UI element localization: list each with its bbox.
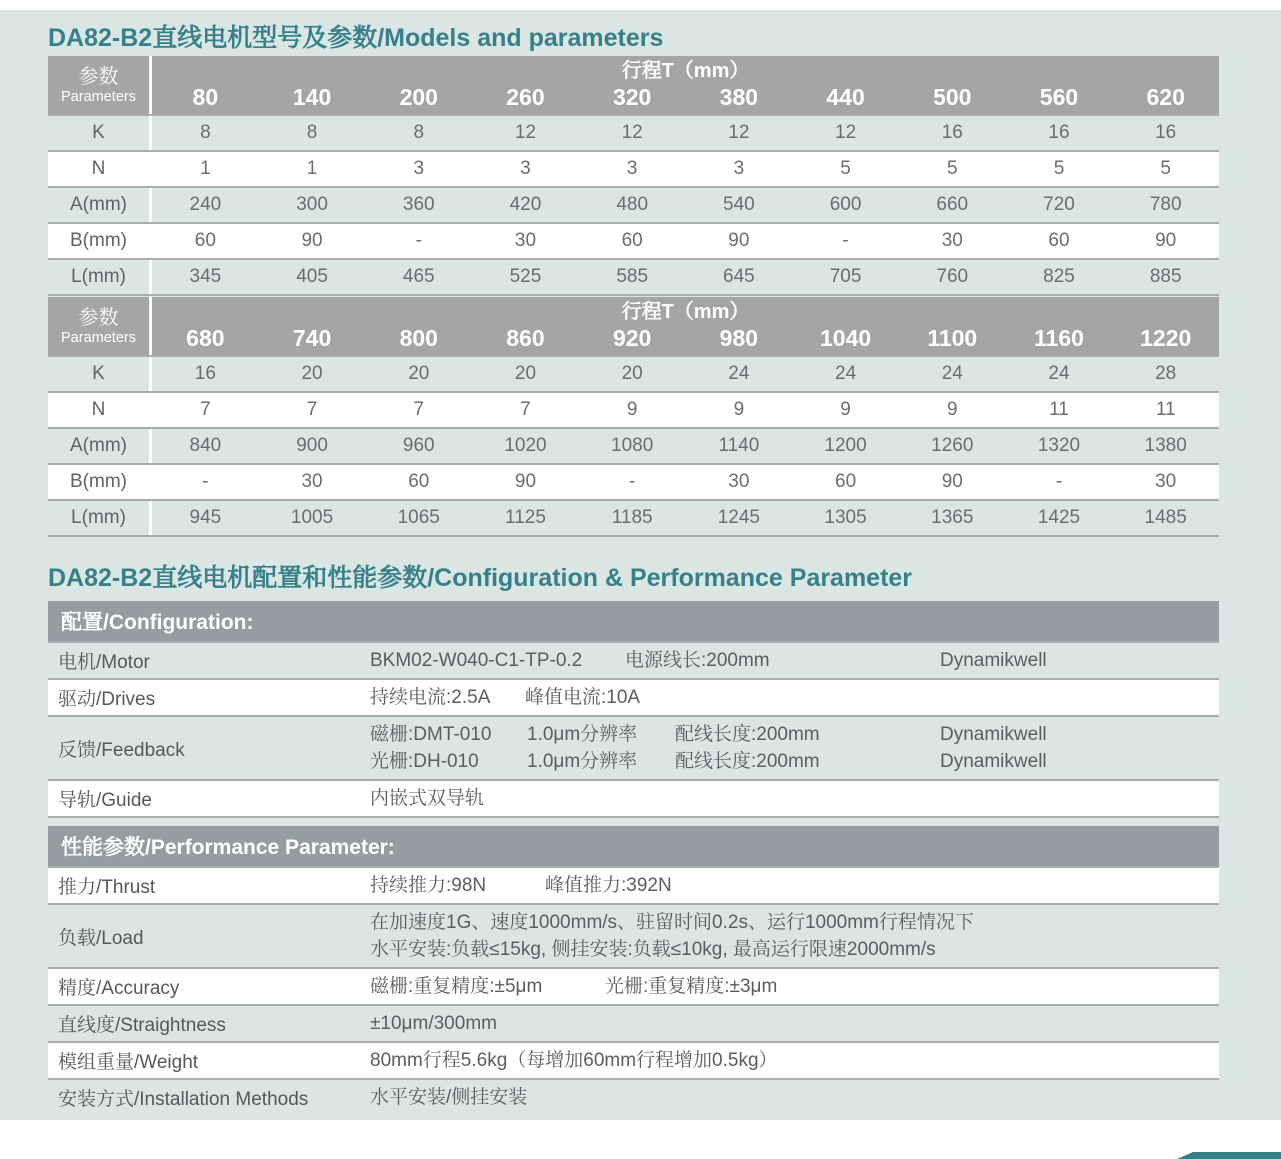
stroke-column-header: 800 — [399, 325, 438, 351]
stroke-column-header: 500 — [933, 84, 972, 110]
stroke-column-header: 860 — [506, 325, 545, 351]
config-value-segment: ±10μm/300mm — [370, 1013, 497, 1034]
param-value-cell: 3 — [626, 158, 638, 179]
group-header-bar: 性能参数/Performance Parameter: — [48, 826, 1219, 868]
config-row — [48, 717, 1219, 781]
param-value-cell: 1 — [306, 158, 318, 179]
param-value-cell: 5 — [840, 158, 851, 179]
config-value-segment: 持续推力:98N — [370, 875, 487, 896]
parameters-corner-cell — [48, 56, 149, 114]
param-value-cell: 8 — [413, 122, 425, 143]
corner-label-zh: 参数 — [78, 65, 119, 88]
param-value-cell: 1260 — [931, 435, 974, 456]
param-value-cell: 1 — [200, 158, 211, 179]
param-value-cell: 16 — [1048, 122, 1070, 143]
config-value-segment: 1.0μm分辨率 — [527, 751, 638, 772]
param-value-cell: 1305 — [824, 507, 867, 528]
param-value-cell: 9 — [840, 399, 851, 420]
stroke-column-header: 200 — [399, 84, 438, 110]
param-value-cell: 24 — [941, 363, 963, 384]
param-value-cell: 12 — [835, 122, 857, 143]
param-value-cell: 12 — [514, 122, 537, 143]
param-value-cell: 9 — [733, 399, 745, 420]
config-row-label: 反馈/Feedback — [58, 739, 185, 761]
param-row-label: L(mm) — [71, 507, 126, 528]
param-value-cell: - — [202, 471, 209, 492]
param-value-cell: 60 — [408, 471, 430, 492]
config-value-line — [370, 684, 1219, 711]
config-value-segment: 光栅:DH-010 — [370, 751, 479, 772]
config-row-label: 直线度/Straightness — [58, 1015, 226, 1036]
stroke-column-header: 320 — [612, 84, 652, 110]
param-value-cell: - — [629, 471, 636, 492]
param-value-cell: 24 — [728, 363, 750, 384]
param-value-cell: 9 — [946, 399, 958, 420]
corner-label-zh: 参数 — [78, 306, 119, 329]
stroke-header — [152, 297, 1219, 355]
param-value-cell: 12 — [728, 122, 750, 143]
top-margin — [0, 0, 1281, 10]
param-row-label: K — [92, 363, 105, 384]
param-row — [48, 463, 1219, 499]
config-value-segment: 80mm行程5.6kg（每增加60mm行程增加0.5kg） — [370, 1050, 778, 1071]
param-value-cell: 705 — [829, 266, 862, 287]
config-value-segment: 在加速度1G、速度1000mm/s、驻留时间0.2s、运行1000mm行程情况下 — [370, 912, 974, 933]
config-value-segment: Dynamikwell — [940, 751, 1047, 772]
config-value-segment: 磁栅:重复精度:±5μm — [370, 976, 543, 997]
param-value-cell: 885 — [1149, 266, 1182, 287]
stroke-column-header: 980 — [719, 325, 759, 351]
config-row — [48, 868, 1219, 905]
param-value-cell: 465 — [402, 266, 435, 287]
config-row — [48, 680, 1219, 717]
param-value-cell: 760 — [936, 266, 969, 287]
param-value-cell: 60 — [194, 230, 216, 251]
config-row-label: 驱动/Drives — [58, 689, 156, 710]
param-value-cell: 8 — [200, 122, 211, 143]
config-value-segment: 峰值推力:392N — [545, 875, 672, 896]
config-row-label: 推力/Thrust — [58, 877, 156, 898]
param-row-label: A(mm) — [70, 194, 127, 215]
param-value-cell: 20 — [514, 363, 537, 384]
param-value-cell: 16 — [1155, 122, 1177, 143]
param-value-cell: 24 — [835, 363, 857, 384]
param-value-cell: 900 — [296, 435, 328, 456]
models-parameters-title: DA82-B2直线电机型号及参数/Models and parameters — [48, 24, 664, 52]
param-value-cell: 30 — [514, 230, 537, 251]
config-value-line — [370, 785, 1219, 812]
param-value-cell: - — [415, 230, 422, 251]
param-value-cell: 16 — [194, 363, 216, 384]
config-row-label: 负载/Load — [58, 927, 144, 949]
param-value-cell: 300 — [296, 194, 328, 215]
stroke-column-header: 1100 — [927, 325, 978, 351]
param-value-cell: 90 — [941, 471, 963, 492]
param-value-cell: 1485 — [1144, 507, 1187, 528]
param-value-cell: 1065 — [397, 507, 440, 528]
param-value-cell: 7 — [200, 399, 211, 420]
param-value-cell: 240 — [189, 194, 222, 215]
config-value-segment: 1.0μm分辨率 — [527, 724, 638, 745]
config-value-line — [370, 1047, 1219, 1074]
param-row — [48, 499, 1219, 537]
param-value-cell: 1020 — [504, 435, 547, 456]
param-value-cell: 645 — [723, 266, 755, 287]
config-value-segment: 磁栅:DMT-010 — [370, 724, 492, 745]
param-value-cell: 11 — [1155, 399, 1176, 420]
param-value-cell: 1005 — [290, 507, 334, 528]
param-value-cell: - — [1055, 471, 1063, 492]
config-value-segment: 光栅:重复精度:±3μm — [605, 976, 778, 997]
param-value-cell: 90 — [301, 230, 323, 251]
param-row — [48, 186, 1219, 222]
param-row-label: B(mm) — [70, 230, 127, 251]
config-row-label: 电机/Motor — [58, 652, 150, 673]
param-value-cell: 30 — [941, 230, 963, 251]
config-row-label: 精度/Accuracy — [58, 978, 180, 999]
param-row — [48, 355, 1219, 391]
corner-label-en: Parameters — [61, 88, 136, 105]
stroke-span-label: 行程T（mm） — [621, 60, 750, 82]
config-value-segment: 电源线长:200mm — [625, 650, 770, 671]
config-row — [48, 1080, 1219, 1115]
models-parameters-table-1 — [48, 56, 1219, 296]
param-value-cell: 60 — [1048, 230, 1070, 251]
param-value-cell: 90 — [1155, 230, 1177, 251]
config-value-line — [370, 909, 1219, 936]
config-value-segment: 峰值电流:10A — [525, 687, 641, 708]
config-value-segment: 内嵌式双导轨 — [370, 788, 485, 809]
config-value-line — [370, 936, 1219, 963]
stroke-column-header: 1160 — [1034, 325, 1084, 351]
param-value-cell: - — [842, 230, 849, 251]
param-row — [48, 222, 1219, 258]
param-value-cell: 5 — [1160, 158, 1171, 179]
param-value-cell: 405 — [296, 266, 328, 287]
config-value-segment: 水平安装/侧挂安装 — [370, 1087, 528, 1108]
config-row — [48, 643, 1219, 680]
param-value-cell: 1365 — [931, 507, 974, 528]
param-value-cell: 660 — [936, 194, 969, 215]
param-row-label: N — [91, 158, 106, 179]
config-row — [48, 781, 1219, 818]
param-value-cell: 825 — [1043, 266, 1075, 287]
param-value-cell: 1245 — [717, 507, 760, 528]
param-value-cell: 30 — [301, 471, 323, 492]
stroke-column-header: 1040 — [819, 325, 872, 351]
param-row — [48, 391, 1219, 427]
param-value-cell: 1200 — [824, 435, 867, 456]
config-row — [48, 905, 1219, 969]
param-value-cell: 7 — [413, 399, 425, 420]
config-value-segment: Dynamikwell — [940, 724, 1047, 745]
param-value-cell: 16 — [941, 122, 963, 143]
stroke-column-header: 560 — [1039, 84, 1079, 110]
param-value-cell: 90 — [514, 471, 537, 492]
param-value-cell: 30 — [728, 471, 750, 492]
param-row — [48, 258, 1219, 296]
stroke-column-header: 440 — [826, 84, 865, 110]
config-value-segment: 持续电流:2.5A — [370, 687, 491, 708]
config-value-line — [370, 647, 1219, 674]
param-value-cell: 24 — [1048, 363, 1070, 384]
param-value-cell: 5 — [946, 158, 958, 179]
stroke-column-header: 260 — [506, 84, 545, 110]
param-value-cell: 720 — [1043, 194, 1075, 215]
stroke-column-header: 140 — [292, 84, 332, 110]
table-header-row — [48, 297, 1219, 355]
param-value-cell: 540 — [723, 194, 755, 215]
config-value-segment: 水平安装:负载≤15kg, 侧挂安装:负载≤10kg, 最高运行限速2000mm/s — [370, 939, 936, 960]
param-value-cell: 3 — [413, 158, 425, 179]
param-row-label: L(mm) — [71, 266, 126, 287]
param-value-cell: 1080 — [611, 435, 654, 456]
param-row-label: B(mm) — [70, 471, 127, 492]
param-value-cell: 840 — [189, 435, 222, 456]
param-value-cell: 5 — [1053, 158, 1065, 179]
param-value-cell: 1425 — [1037, 507, 1081, 528]
param-value-cell: 12 — [621, 122, 643, 143]
config-value-line — [370, 748, 1219, 775]
stroke-column-header: 1220 — [1140, 325, 1192, 351]
footer-accent-shape — [1177, 1152, 1281, 1159]
config-row-label: 安装方式/Installation Methods — [58, 1089, 309, 1110]
param-value-cell: 1125 — [505, 507, 546, 528]
config-row — [48, 969, 1219, 1006]
configuration-performance-title: DA82-B2直线电机配置和性能参数/Configuration & Performance Parameter — [48, 564, 913, 592]
parameters-corner-cell — [48, 297, 149, 355]
stroke-span-label: 行程T（mm） — [621, 301, 750, 323]
param-value-cell: 780 — [1149, 194, 1182, 215]
param-row-label: K — [92, 122, 105, 143]
config-value-line — [370, 721, 1219, 748]
config-value-segment: Dynamikwell — [940, 650, 1047, 671]
models-parameters-table-2 — [48, 297, 1219, 537]
param-value-cell: 90 — [728, 230, 750, 251]
config-row — [48, 1006, 1219, 1043]
config-value-line — [370, 973, 1219, 1000]
config-section — [48, 601, 1219, 1115]
param-row-label: N — [91, 399, 106, 420]
param-value-cell: 8 — [306, 122, 318, 143]
param-value-cell: 960 — [402, 435, 435, 456]
param-value-cell: 11 — [1049, 399, 1069, 420]
config-row-label: 模组重量/Weight — [58, 1052, 199, 1073]
stroke-header — [152, 56, 1219, 114]
stroke-column-header: 740 — [292, 325, 332, 351]
config-value-line — [370, 872, 1219, 899]
param-row — [48, 150, 1219, 186]
param-value-cell: 7 — [306, 399, 318, 420]
param-value-cell: 20 — [408, 363, 430, 384]
param-value-cell: 1320 — [1037, 435, 1081, 456]
param-value-cell: 1185 — [611, 507, 653, 528]
config-value-segment: 配线长度:200mm — [675, 751, 820, 772]
config-value-segment: 配线长度:200mm — [675, 724, 820, 745]
stroke-column-header: 680 — [186, 325, 225, 351]
param-value-cell: 1140 — [718, 435, 760, 456]
param-value-cell: 3 — [520, 158, 531, 179]
table-header-row — [48, 56, 1219, 114]
param-row — [48, 114, 1219, 150]
param-value-cell: 480 — [616, 194, 649, 215]
param-value-cell: 30 — [1155, 471, 1177, 492]
config-value-segment: BKM02-W040-C1-TP-0.2 — [370, 650, 583, 671]
stroke-column-header: 620 — [1146, 84, 1185, 110]
stroke-column-header: 380 — [719, 84, 759, 110]
config-row-label: 导轨/Guide — [58, 790, 152, 811]
param-row-label: A(mm) — [70, 435, 127, 456]
param-value-cell: 20 — [621, 363, 643, 384]
param-value-cell: 3 — [733, 158, 745, 179]
param-value-cell: 600 — [829, 194, 862, 215]
param-value-cell: 525 — [509, 266, 542, 287]
param-value-cell: 9 — [626, 399, 638, 420]
param-value-cell: 20 — [301, 363, 323, 384]
param-row — [48, 427, 1219, 463]
param-value-cell: 585 — [616, 266, 649, 287]
config-row — [48, 1043, 1219, 1080]
param-value-cell: 420 — [509, 194, 542, 215]
param-value-cell: 7 — [520, 399, 531, 420]
param-value-cell: 28 — [1155, 363, 1177, 384]
param-value-cell: 60 — [621, 230, 643, 251]
corner-label-en: Parameters — [61, 329, 136, 346]
config-value-line — [370, 1010, 1219, 1037]
param-value-cell: 360 — [402, 194, 435, 215]
group-header-bar: 配置/Configuration: — [48, 601, 1219, 643]
param-value-cell: 60 — [835, 471, 857, 492]
param-value-cell: 1380 — [1144, 435, 1187, 456]
param-value-cell: 945 — [189, 507, 222, 528]
config-value-line — [370, 1084, 1219, 1111]
param-value-cell: 345 — [189, 266, 222, 287]
stroke-column-header: 920 — [612, 325, 652, 351]
stroke-column-header: 80 — [192, 84, 219, 110]
